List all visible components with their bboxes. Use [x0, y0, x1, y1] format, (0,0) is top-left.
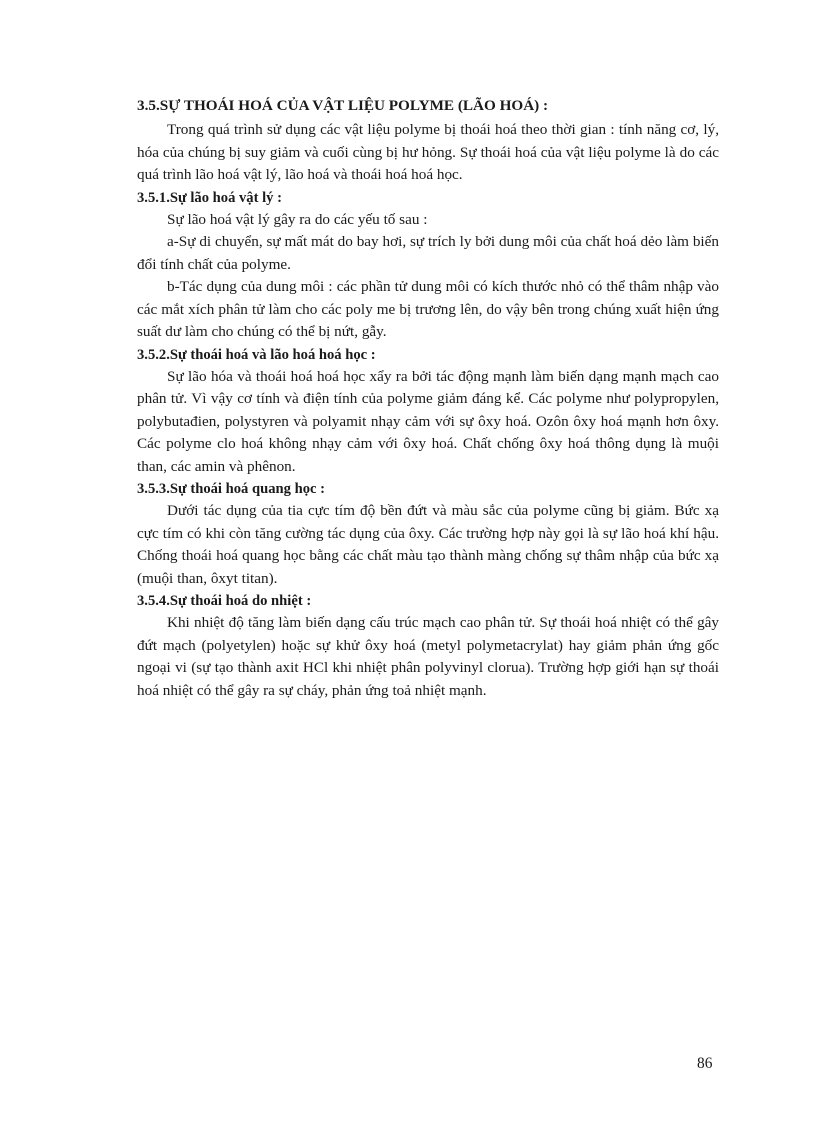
- subsection-heading-3-5-2: 3.5.2.Sự thoái hoá và lão hoá hoá học :: [137, 346, 376, 363]
- page-number: 86: [697, 1055, 713, 1072]
- subsection-heading-3-5-1: 3.5.1.Sự lão hoá vật lý :: [137, 189, 282, 206]
- paragraph: Sự lão hóa và thoái hoá hoá học xẩy ra bởi tác động mạnh làm biến dạng mạnh mạch cao phân tử. Vì vậy cơ tính và điện tính của polyme giảm đáng kể. Các polyme như polypropylen, polybutađien, polystyren và polyamit nhạy cảm với sự ôxy hoá. Ozôn ôxy hoá mạnh hơn ôxy. Các polyme clo hoá không nhạy cảm với ôxy hoá. Chất chống ôxy hoá thông dụng là muội than, các amin và phênon.: [137, 367, 719, 475]
- subsection-heading-3-5-4: 3.5.4.Sự thoái hoá do nhiệt :: [137, 593, 312, 609]
- paragraph: Khi nhiệt độ tăng làm biến dạng cấu trúc mạch cao phân tử. Sự thoái hoá nhiệt có thể gây đứt mạch (polyetylen) hoặc sự khử ôxy hoá (metyl polymetacrylat) hay giảm phản ứng gốc ngoại vi (sự tạo thành axit HCl khi nhiệt phân polyvinyl clorua). Trường hợp giới hạn sự thoái hoá nhiệt có thể gây ra sự cháy, phản ứng toả nhiệt mạnh.: [137, 614, 719, 699]
- paragraph: Sự lão hoá vật lý gây ra do các yếu tố sau :: [167, 210, 428, 228]
- paragraph: Dưới tác dụng của tia cực tím độ bền đứt và màu sắc của polyme cũng bị giảm. Bức xạ cực tím có khi còn tăng cường tác dụng của ôxy. Các trường hợp này gọi là sự lão hoá khí hậu. Chống thoái hoá quang học bằng các chất màu tạo thành màng chống sự thâm nhập của bức xạ (muội than, ôxyt titan).: [137, 502, 719, 587]
- section-title: 3.5.SỰ THOÁI HOÁ CỦA VẬT LIỆU POLYME (LÃO HOÁ) :: [137, 97, 549, 114]
- intro-paragraph: Trong quá trình sử dụng các vật liệu polyme bị thoái hoá theo thời gian : tính năng cơ, lý, hóa của chúng bị suy giảm và cuối cùng bị hư hỏng. Sự thoái hoá của vật liệu polyme là do các quá trình lão hoá vật lý, lão hoá và thoái hoá hoá học.: [137, 121, 719, 183]
- paragraph: b-Tác dụng của dung môi : các phần tử dung môi có kích thước nhỏ có thể thâm nhập vào các mắt xích phân tử làm cho các poly me bị trương lên, do vậy bên trong chúng xuất hiện ứng suất dư làm cho chúng có thể bị nứt, gẫy.: [137, 278, 719, 340]
- paragraph: a-Sự di chuyển, sự mất mát do bay hơi, sự trích ly bởi dung môi của chất hoá dẻo làm biến đổi tính chất của polyme.: [137, 233, 719, 273]
- subsection-heading-3-5-3: 3.5.3.Sự thoái hoá quang học :: [137, 481, 325, 497]
- page-content: [137, 96, 719, 702]
